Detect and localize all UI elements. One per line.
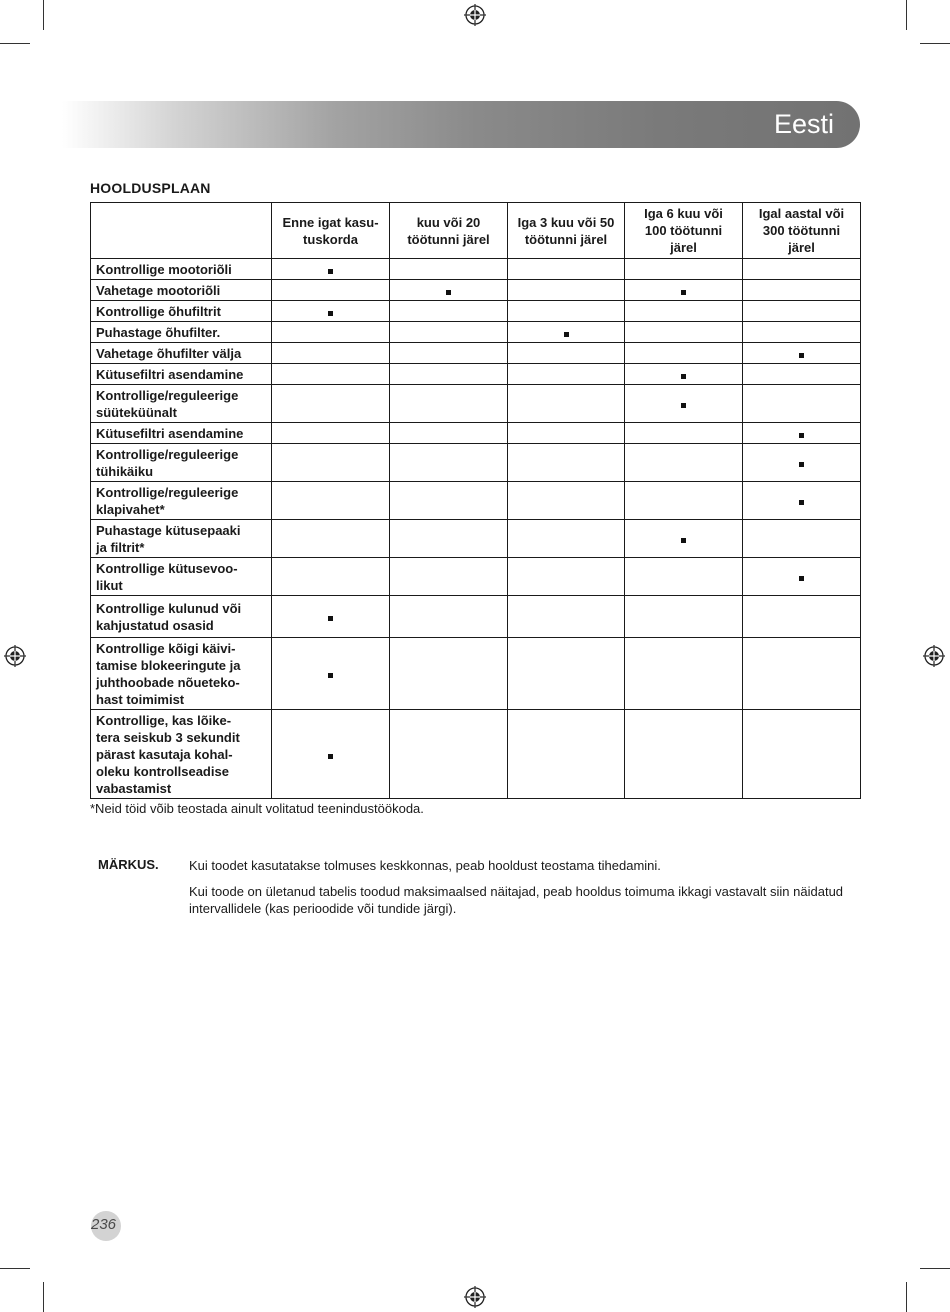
schedule-cell — [743, 558, 861, 596]
task-cell: Kontrollige kütusevoo- likut — [91, 558, 272, 596]
bullet-icon — [681, 374, 686, 379]
schedule-cell — [508, 259, 625, 280]
table-row — [91, 710, 861, 799]
footnote: *Neid töid võib teostada ainult volitatud teenindustöökoda. — [90, 801, 424, 816]
crop-mark — [906, 1282, 907, 1312]
schedule-cell — [390, 596, 508, 638]
schedule-cell — [508, 280, 625, 301]
registration-mark-icon — [464, 4, 486, 26]
schedule-cell — [625, 364, 743, 385]
registration-mark-icon — [4, 645, 26, 667]
schedule-cell — [390, 301, 508, 322]
schedule-cell — [390, 343, 508, 364]
schedule-cell — [625, 638, 743, 710]
table-row — [91, 482, 861, 520]
registration-mark-icon — [923, 645, 945, 667]
task-cell: Kontrollige, kas lõike- tera seiskub 3 sekundit pärast kasutaja kohal- oleku kontrollseadise vabastamist — [91, 710, 272, 799]
schedule-cell — [625, 385, 743, 423]
bullet-icon — [564, 332, 569, 337]
schedule-cell — [743, 343, 861, 364]
column-header: Igal aastal või 300 töötunni järel — [743, 203, 861, 259]
table-row — [91, 638, 861, 710]
schedule-cell — [272, 301, 390, 322]
schedule-cell — [625, 710, 743, 799]
task-cell: Kontrollige mootoriõli — [91, 259, 272, 280]
schedule-cell — [625, 482, 743, 520]
schedule-cell — [508, 558, 625, 596]
schedule-cell — [743, 444, 861, 482]
schedule-cell — [625, 596, 743, 638]
schedule-cell — [625, 520, 743, 558]
task-cell: Vahetage õhufilter välja — [91, 343, 272, 364]
bullet-icon — [681, 403, 686, 408]
task-cell: Puhastage õhufilter. — [91, 322, 272, 343]
task-cell: Puhastage kütusepaaki ja filtrit* — [91, 520, 272, 558]
column-header: Enne igat kasu- tuskorda — [272, 203, 390, 259]
schedule-cell — [508, 444, 625, 482]
task-cell: Kontrollige kõigi käivi- tamise blokeeringute ja juhthoobade nõueteko- hast toimimist — [91, 638, 272, 710]
schedule-cell — [508, 520, 625, 558]
schedule-cell — [272, 385, 390, 423]
table-row — [91, 558, 861, 596]
table-row — [91, 520, 861, 558]
bullet-icon — [799, 462, 804, 467]
bullet-icon — [799, 500, 804, 505]
schedule-cell — [272, 280, 390, 301]
note-text-line1: Kui toodet kasutatakse tolmuses keskkonnas, peab hooldust teostama tihedamini. — [189, 858, 661, 873]
schedule-cell — [508, 423, 625, 444]
schedule-cell — [390, 322, 508, 343]
schedule-cell — [272, 423, 390, 444]
schedule-cell — [390, 385, 508, 423]
schedule-cell — [390, 364, 508, 385]
schedule-cell — [390, 482, 508, 520]
table-row — [91, 343, 861, 364]
crop-mark — [920, 43, 950, 44]
schedule-cell — [508, 385, 625, 423]
schedule-cell — [743, 280, 861, 301]
bullet-icon — [799, 576, 804, 581]
section-title: HOOLDUSPLAAN — [90, 180, 211, 196]
schedule-cell — [743, 322, 861, 343]
schedule-cell — [272, 259, 390, 280]
bullet-icon — [328, 269, 333, 274]
table-row — [91, 322, 861, 343]
schedule-cell — [625, 301, 743, 322]
schedule-cell — [390, 259, 508, 280]
schedule-cell — [743, 710, 861, 799]
crop-mark — [0, 1268, 30, 1269]
schedule-cell — [272, 364, 390, 385]
schedule-cell — [272, 638, 390, 710]
registration-mark-icon — [464, 1286, 486, 1308]
bullet-icon — [799, 353, 804, 358]
schedule-cell — [625, 259, 743, 280]
schedule-cell — [272, 322, 390, 343]
bullet-icon — [681, 290, 686, 295]
schedule-cell — [625, 280, 743, 301]
crop-mark — [0, 43, 30, 44]
table-row — [91, 385, 861, 423]
column-header: kuu või 20 töötunni järel — [390, 203, 508, 259]
schedule-cell — [390, 520, 508, 558]
crop-mark — [43, 1282, 44, 1312]
schedule-cell — [625, 343, 743, 364]
bullet-icon — [446, 290, 451, 295]
table-row — [91, 596, 861, 638]
schedule-cell — [272, 558, 390, 596]
language-label: Eesti — [773, 109, 834, 139]
header-cell-blank — [91, 203, 272, 259]
task-cell: Kontrollige/reguleerige klapivahet* — [91, 482, 272, 520]
schedule-cell — [508, 301, 625, 322]
bullet-icon — [799, 433, 804, 438]
schedule-cell — [508, 482, 625, 520]
bullet-icon — [328, 673, 333, 678]
task-cell: Kontrollige kulunud või kahjustatud osasid — [91, 596, 272, 638]
schedule-cell — [743, 301, 861, 322]
schedule-cell — [390, 638, 508, 710]
schedule-cell — [390, 710, 508, 799]
schedule-cell — [390, 423, 508, 444]
task-cell: Kütusefiltri asendamine — [91, 423, 272, 444]
column-header: Iga 6 kuu või 100 töötunni järel — [625, 203, 743, 259]
schedule-cell — [390, 558, 508, 596]
schedule-cell — [272, 596, 390, 638]
schedule-cell — [272, 710, 390, 799]
schedule-cell — [743, 259, 861, 280]
schedule-cell — [743, 423, 861, 444]
schedule-cell — [272, 482, 390, 520]
schedule-cell — [272, 520, 390, 558]
table-row — [91, 259, 861, 280]
schedule-cell — [625, 444, 743, 482]
table-header-row — [91, 203, 861, 259]
crop-mark — [920, 1268, 950, 1269]
table-row — [91, 280, 861, 301]
bullet-icon — [328, 311, 333, 316]
crop-mark — [906, 0, 907, 30]
task-cell: Kontrollige õhufiltrit — [91, 301, 272, 322]
bullet-icon — [328, 754, 333, 759]
table-row — [91, 423, 861, 444]
schedule-cell — [272, 343, 390, 364]
schedule-cell — [508, 364, 625, 385]
crop-mark — [43, 0, 44, 30]
page-number: 236 — [91, 1216, 117, 1233]
note-text-line2: Kui toode on ületanud tabelis toodud maksimaalsed näitajad, peab hooldus toimuma ikkagi vastavalt siin näidatud intervallidele (kas perioodide või tundide järgi). — [189, 884, 844, 916]
column-header: Iga 3 kuu või 50 töötunni järel — [508, 203, 625, 259]
bullet-icon — [328, 616, 333, 621]
schedule-cell — [743, 364, 861, 385]
schedule-cell — [508, 596, 625, 638]
schedule-cell — [625, 423, 743, 444]
table-row — [91, 364, 861, 385]
schedule-cell — [625, 558, 743, 596]
schedule-cell — [390, 280, 508, 301]
schedule-cell — [272, 444, 390, 482]
table-row — [91, 301, 861, 322]
schedule-cell — [625, 322, 743, 343]
bullet-icon — [681, 538, 686, 543]
schedule-cell — [390, 444, 508, 482]
task-cell: Kontrollige/reguleerige tühikäiku — [91, 444, 272, 482]
schedule-cell — [508, 710, 625, 799]
task-cell: Kontrollige/reguleerige süüteküünalt — [91, 385, 272, 423]
schedule-cell — [508, 322, 625, 343]
maintenance-schedule-table — [90, 202, 861, 799]
schedule-cell — [743, 638, 861, 710]
language-header-bar — [62, 101, 860, 148]
task-cell: Kütusefiltri asendamine — [91, 364, 272, 385]
schedule-cell — [743, 520, 861, 558]
table-row — [91, 444, 861, 482]
schedule-cell — [743, 596, 861, 638]
schedule-cell — [743, 385, 861, 423]
schedule-cell — [508, 343, 625, 364]
schedule-cell — [743, 482, 861, 520]
task-cell: Vahetage mootoriõli — [91, 280, 272, 301]
note-label: MÄRKUS. — [98, 857, 159, 872]
schedule-cell — [508, 638, 625, 710]
